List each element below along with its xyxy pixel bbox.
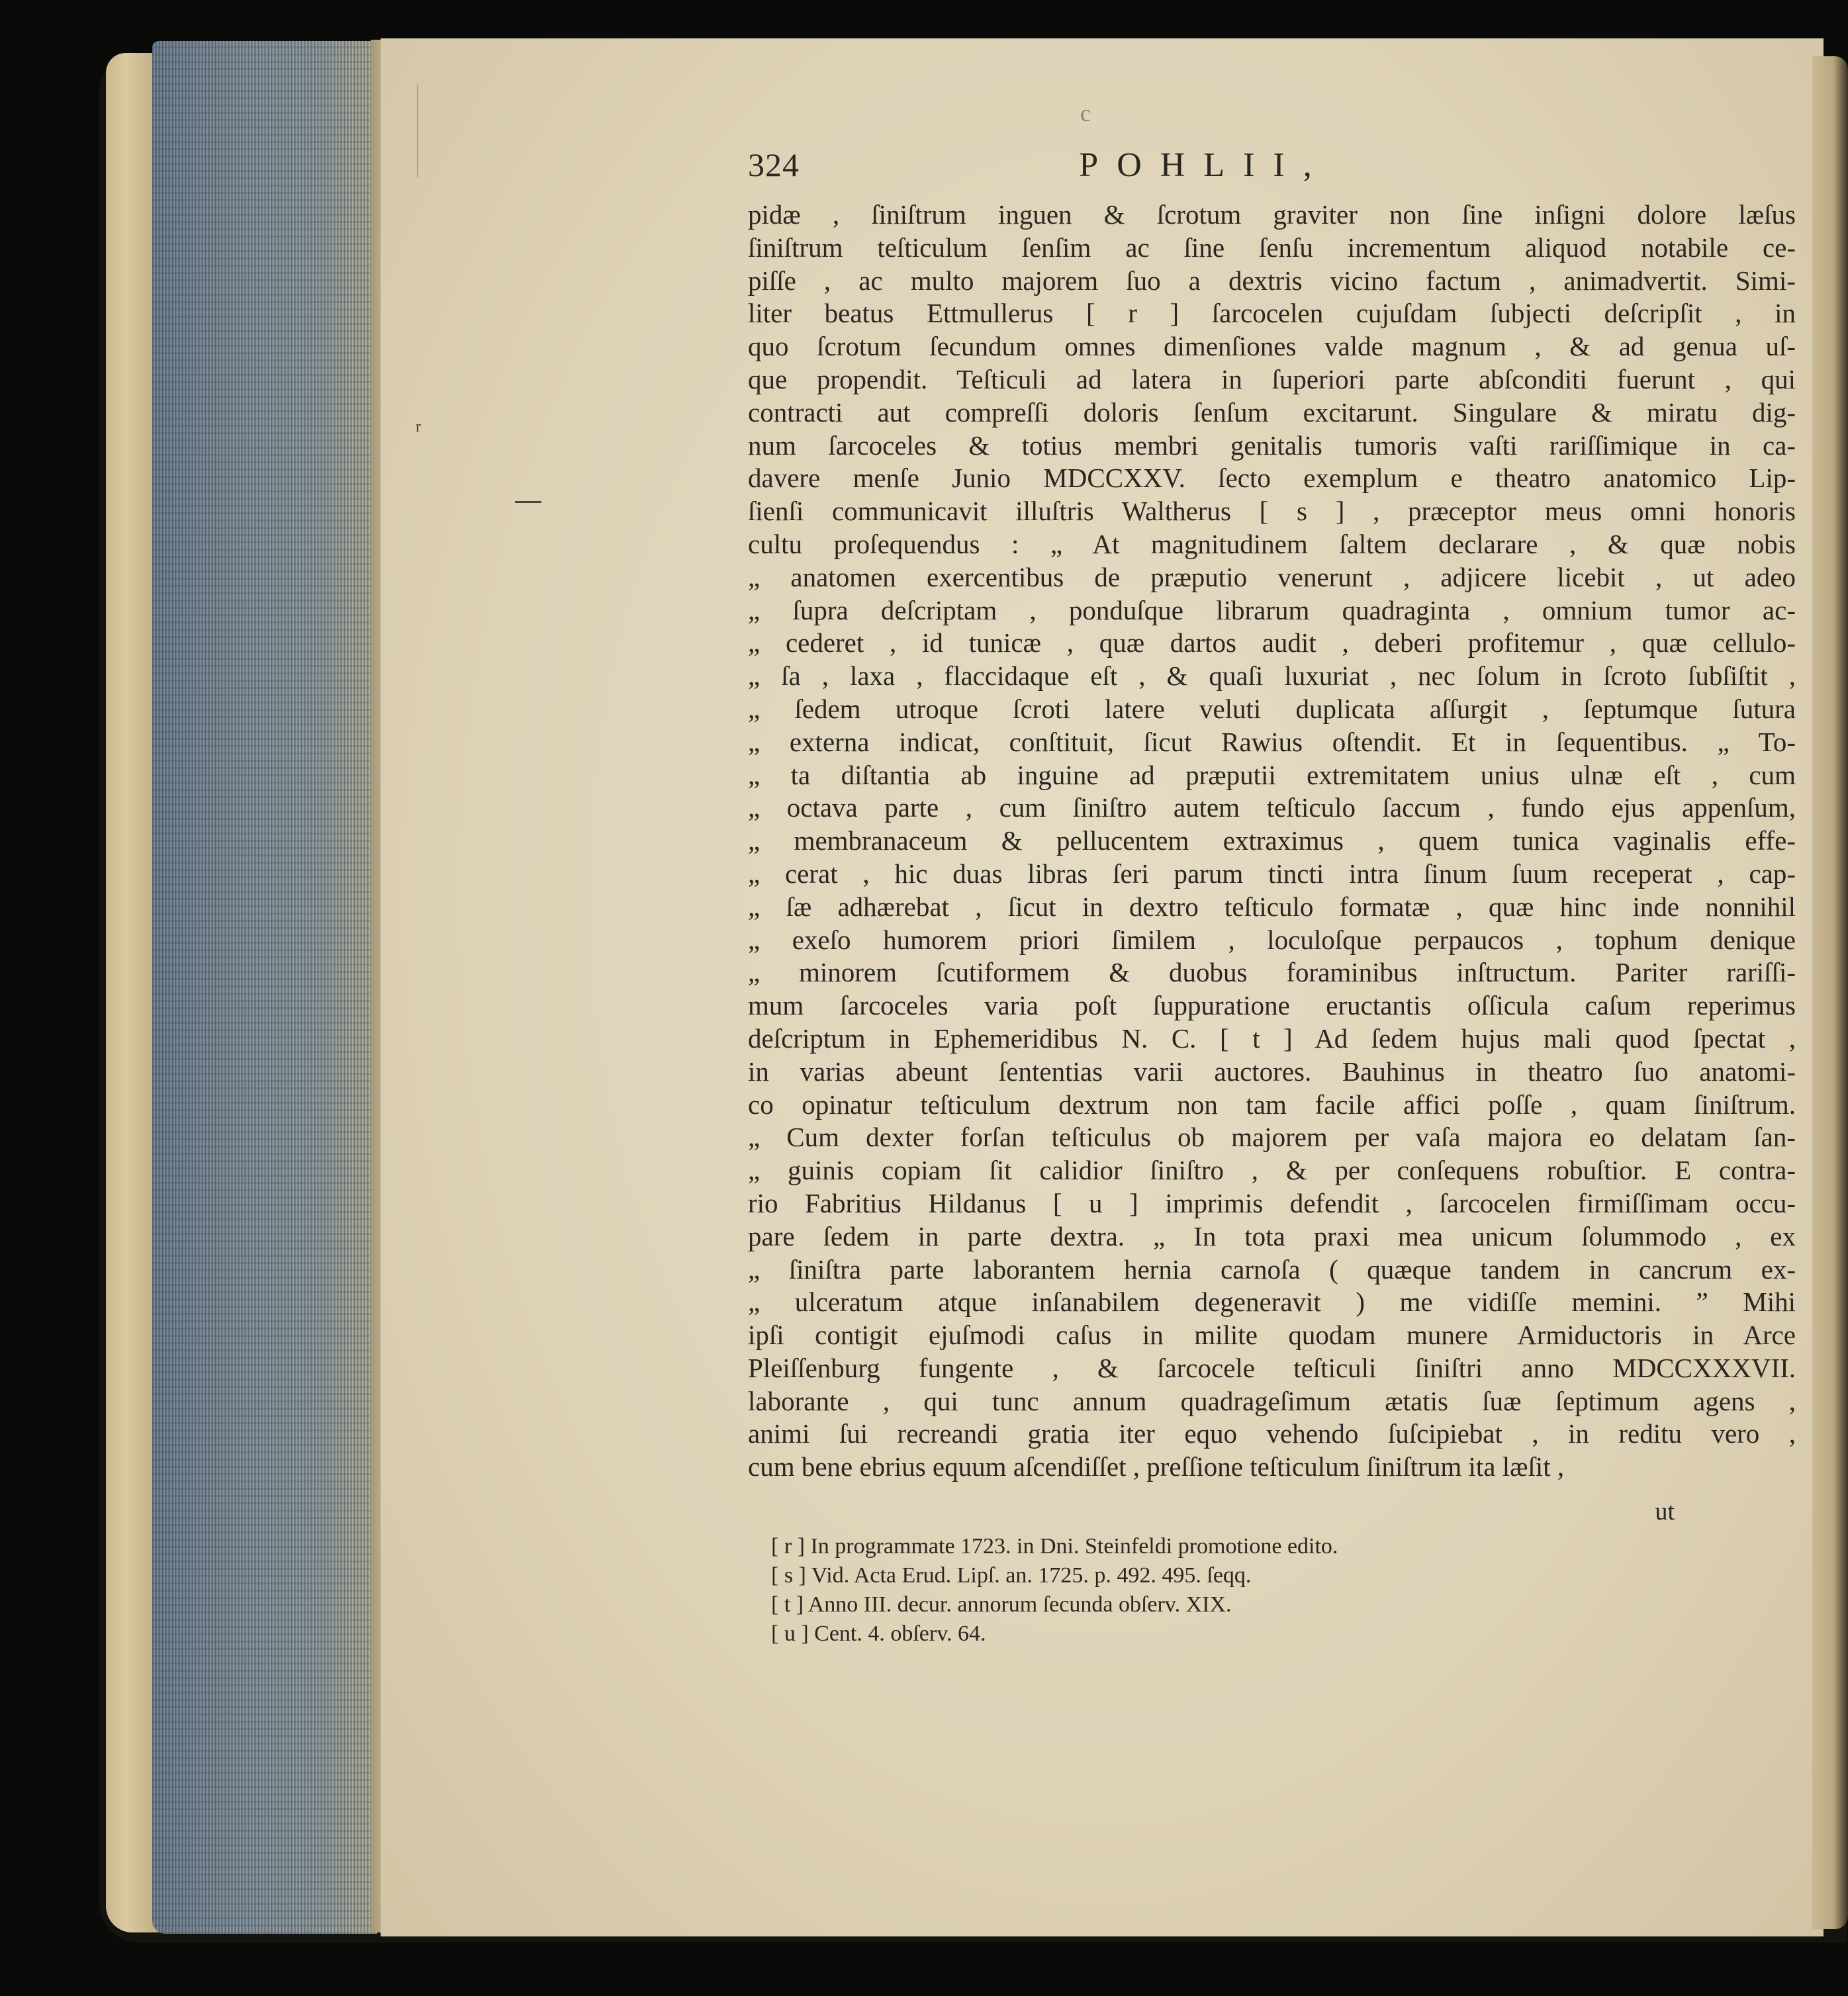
running-title: POHLII, (1079, 146, 1330, 184)
text-line: „ Cum dexter forſan teſticulus ob majorem per vaſa majora eo delatam ſan- (748, 1122, 1796, 1153)
text-line: laborante , qui tunc annum quadrageſimum ætatis ſuæ ſeptimum agens , (748, 1385, 1796, 1416)
text-line: pidæ , ſiniſtrum inguen & ſcrotum graviter non ſine inſigni dolore læſus (748, 199, 1796, 230)
text-line: „ anatomen exercentibus de præputio venerunt , adjicere licebit , ut adeo (748, 561, 1796, 592)
text-line: ipſi contigit ejuſmodi caſus in milite quodam munere Armiductoris in Arce (748, 1320, 1796, 1351)
text-line: „ ta diſtantia ab inguine ad præputii extremitatem unius ulnæ eſt , cum (748, 759, 1796, 790)
text-line: „ ulceratum atque inſanabilem degeneravit ) me vidiſſe memini. ” Mihi (748, 1287, 1796, 1318)
text-line: davere menſe Junio MDCCXXV. ſecto exemplum e theatro anatomico Lip- (748, 463, 1796, 494)
facing-page-edge (1812, 56, 1848, 1929)
text-line: co opinatur teſticulum dextrum non tam facile affici poſſe , quam ſiniſtrum. (748, 1089, 1796, 1120)
text-line: animi ſui recreandi gratia iter equo vehendo ſuſcipiebat , in reditu vero , (748, 1418, 1796, 1449)
footnotes (771, 1532, 1632, 1649)
text-line: rio Fabritius Hildanus [ u ] imprimis defendit , ſarcocelen firmiſſimam occu- (748, 1187, 1796, 1218)
text-line: que propendit. Teſticuli ad latera in ſuperiori parte abſconditi fuerunt , qui (748, 363, 1796, 394)
running-head (748, 146, 1787, 192)
text-line: mum ſarcoceles varia poſt ſuppuratione eructantis oſſicula caſum reperimus (748, 990, 1796, 1021)
text-line: contracti aut compreſſi doloris ſenſum excitarunt. Singulare & miratu dig- (748, 396, 1796, 428)
catchword: ut (1655, 1498, 1675, 1525)
text-line: „ ſa , laxa , flaccidaque eſt , & quaſi luxuriat , nec ſolum in ſcroto ſubſiſtit , (748, 660, 1796, 692)
text-line: num ſarcoceles & totius membri genitalis tumoris vaſti rariſſimique in ca- (748, 430, 1796, 461)
text-line: cultu proſequendus : „ At magnitudinem ſaltem declarare , & quæ nobis (748, 528, 1796, 559)
text-line: deſcriptum in Ephemeridibus N. C. [ t ] Ad ſedem hujus mali quod ſpectat , (748, 1022, 1796, 1054)
text-line: „ ſiniſtra parte laborantem hernia carnoſa ( quæque tandem in cancrum ex- (748, 1253, 1796, 1285)
footnote: [ u ] Cent. 4. obſerv. 64. (771, 1621, 986, 1646)
text-line: ſienſi communicavit illuſtris Waltherus [ s ] , præceptor meus omni honoris (748, 496, 1796, 527)
margin-tick: r (416, 418, 421, 435)
pencil-mark (417, 85, 451, 177)
text-line: „ ſupra deſcriptam , ponduſque librarum quadraginta , omnium tumor ac- (748, 594, 1796, 625)
text-line: piſſe , ac multo majorem ſuo a dextris vicino factum , animadvertit. Simi- (748, 265, 1796, 296)
footnote: [ s ] Vid. Acta Erud. Lipſ. an. 1725. p. 492. 495. ſeqq. (771, 1563, 1252, 1588)
text-line: pare ſedem in parte dextra. „ In tota praxi mea unicum ſolummodo , ex (748, 1220, 1796, 1251)
text-line: cum bene ebrius equum aſcendiſſet , preſſione teſticulum ſiniſtrum ita læſit , (748, 1451, 1565, 1482)
text-line: „ cederet , id tunicæ , quæ dartos audit , deberi profitemur , quæ cellulo- (748, 627, 1796, 658)
text-line: „ minorem ſcutiformem & duobus foraminibus inſtructum. Pariter rariſſi- (748, 957, 1796, 988)
text-line: „ ſæ adhærebat , ſicut in dextro teſticulo formatæ , quæ hinc inde nonnihil (748, 891, 1796, 922)
text-line: in varias abeunt ſententias varii auctores. Bauhinus in theatro ſuo anatomi- (748, 1056, 1796, 1087)
text-line: liter beatus Ettmullerus [ r ] ſarcocelen cujuſdam ſubjecti deſcripſit , in (748, 298, 1796, 329)
text-line: „ externa indicat, conſtituit, ſicut Rawius oſtendit. Et in ſequentibus. „ To- (748, 726, 1796, 757)
text-line: „ exeſo humorem priori ſimilem , loculoſque perpaucos , tophum denique (748, 924, 1796, 955)
text-line: „ octava parte , cum ſiniſtro autem teſticulo ſaccum , fundo ejus appenſum, (748, 792, 1796, 823)
page-edges (152, 41, 377, 1934)
margin-dash (515, 501, 541, 503)
text-line: „ ſedem utroque ſcroti latere veluti duplicata aſſurgit , ſeptumque ſutura (748, 693, 1796, 724)
text-line: quo ſcrotum ſecundum omnes dimenſiones valde magnum , & ad genua uſ- (748, 331, 1796, 362)
marginal-mark: c (1080, 100, 1091, 126)
text-line: ſiniſtrum teſticulum ſenſim ac ſine ſenſu incrementum aliquod notabile ce- (748, 232, 1796, 263)
text-line: Pleiſſenburg fungente , & ſarcocele teſticuli ſiniſtri anno MDCCXXXVII. (748, 1352, 1796, 1383)
footnote: [ t ] Anno III. decur. annorum ſecunda obſerv. XIX. (771, 1592, 1232, 1617)
text-line: „ guinis copiam ſit calidior ſiniſtro , & per conſequens robuſtior. E contra- (748, 1155, 1796, 1186)
footnote: [ r ] In programmate 1723. in Dni. Steinfeldi promotione edito. (771, 1534, 1338, 1559)
text-line: „ cerat , hic duas libras ſeri parum tincti intra ſinum ſuum receperat , cap- (748, 858, 1796, 889)
page-number: 324 (748, 146, 800, 183)
body-text (748, 199, 1796, 1484)
text-line: „ membranaceum & pellucentem extraximus , quem tunica vaginalis effe- (748, 825, 1796, 856)
